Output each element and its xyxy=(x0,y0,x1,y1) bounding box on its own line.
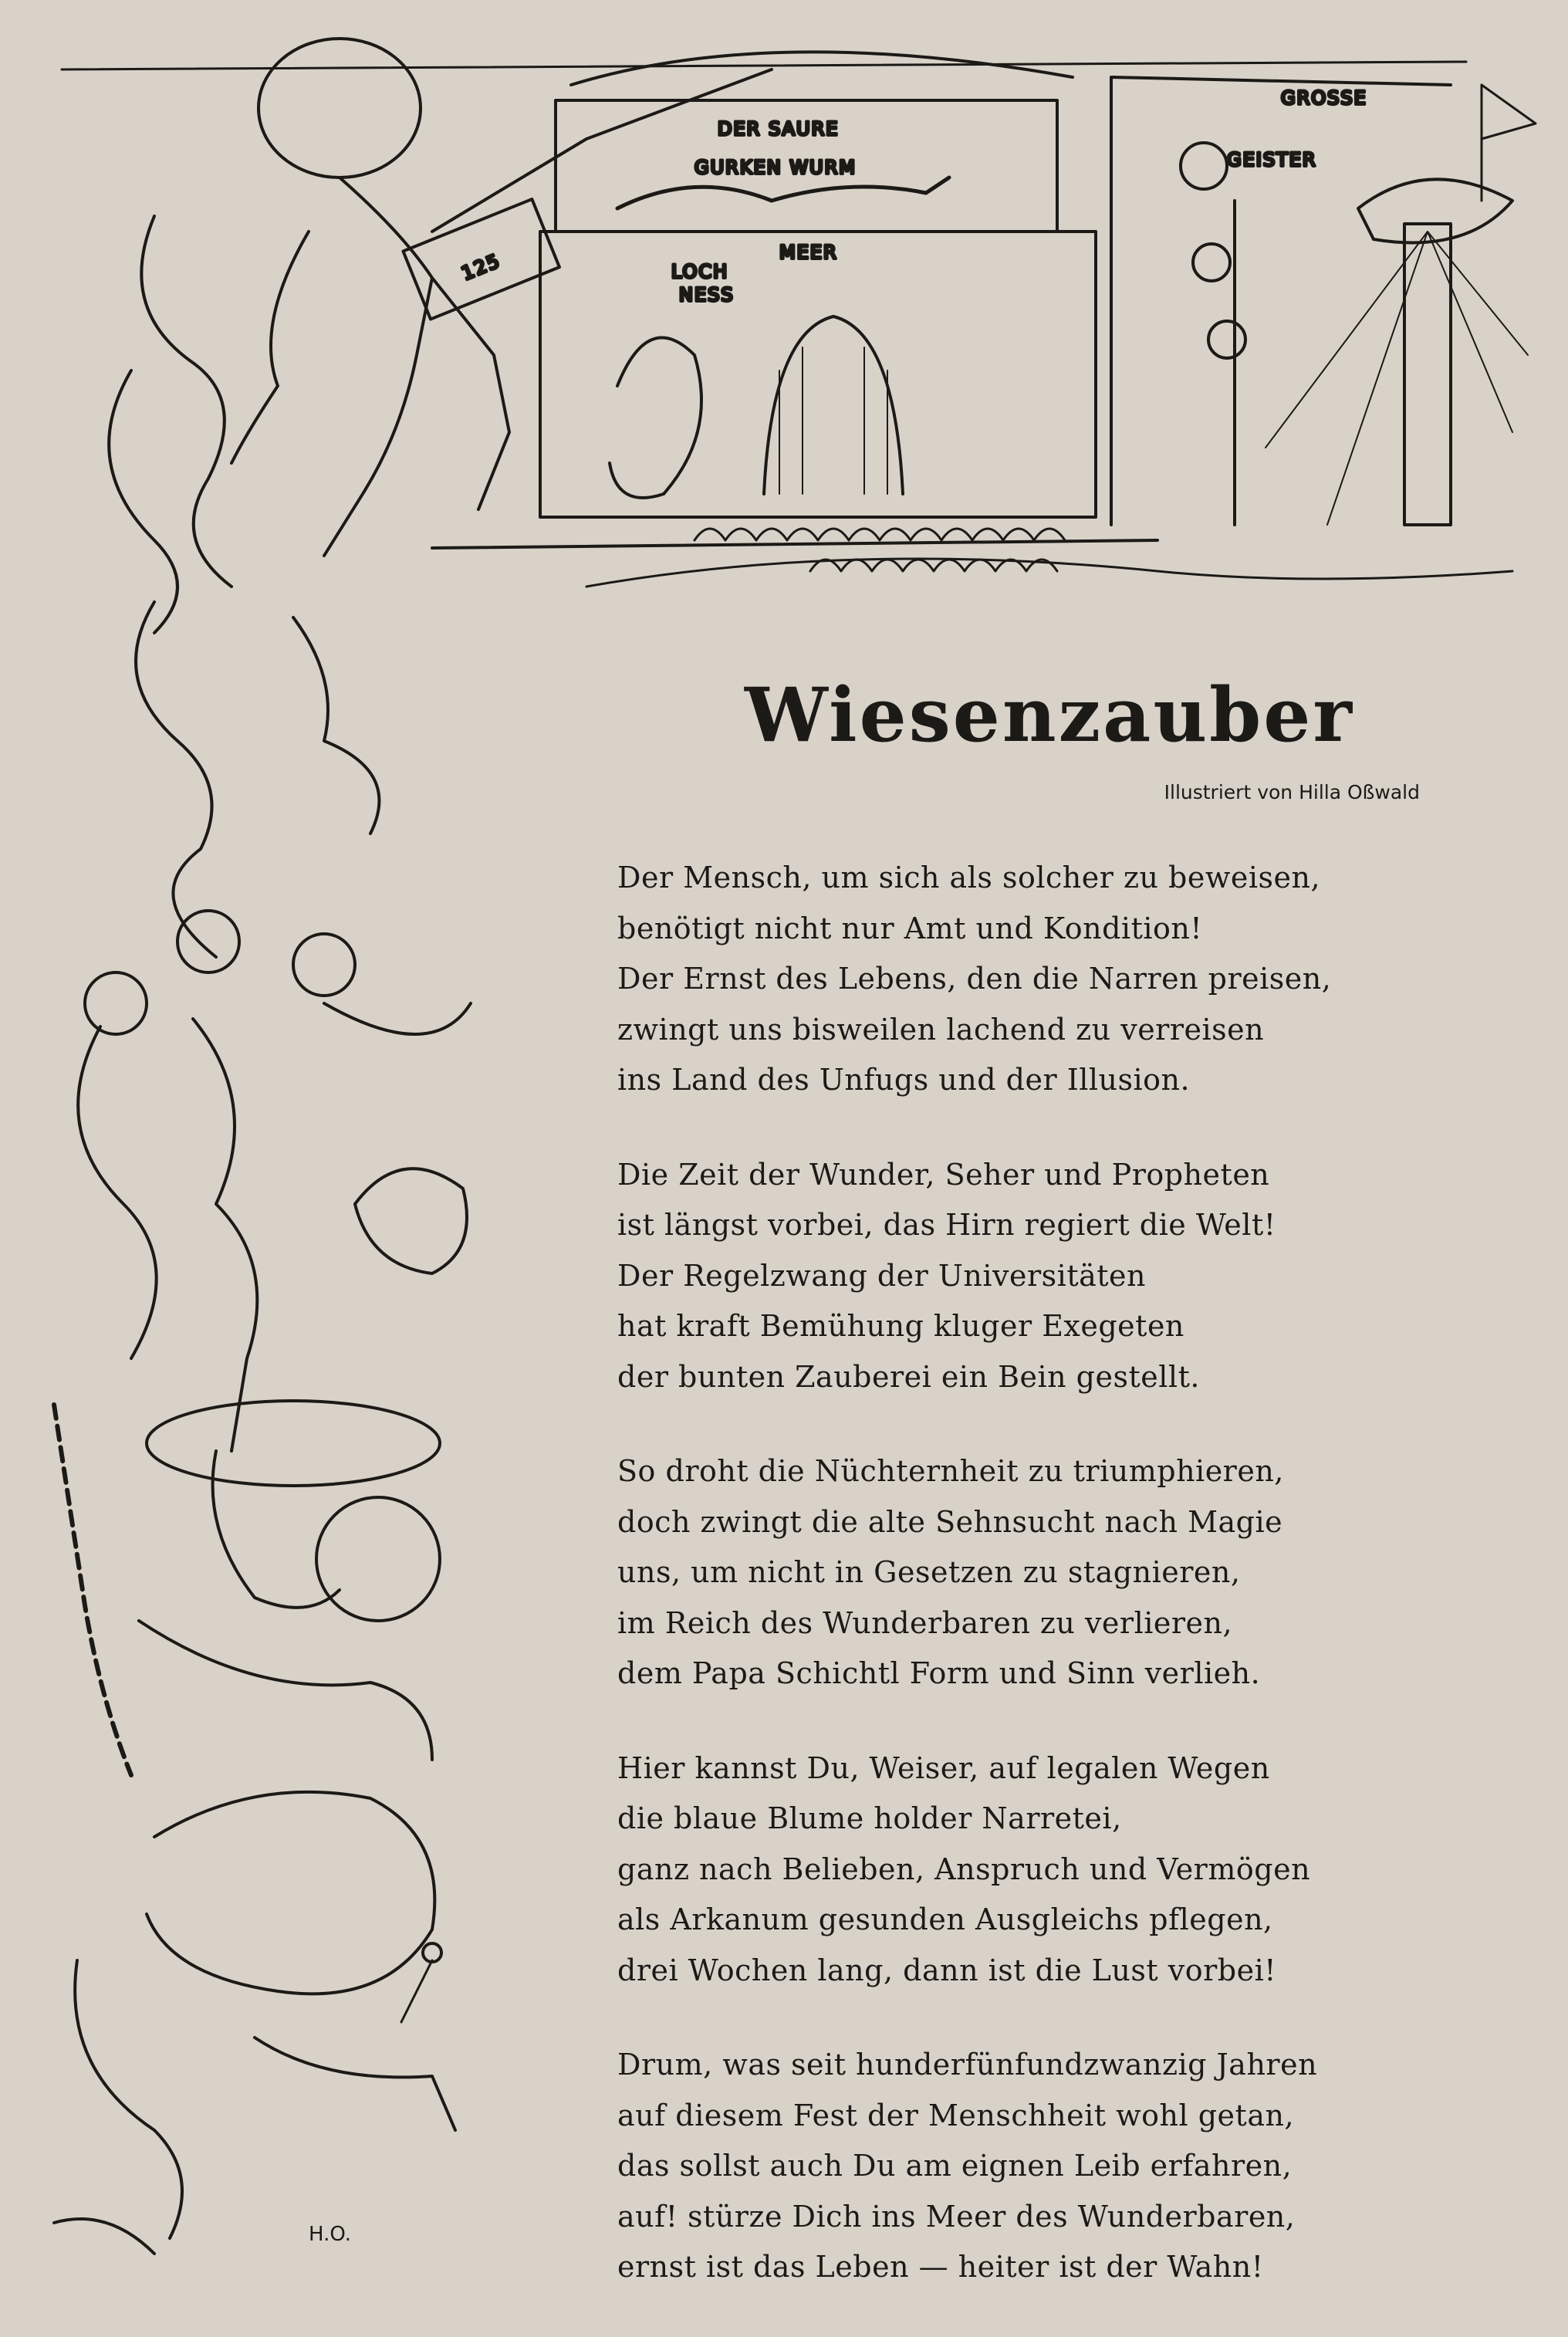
poem-line: dem Papa Schichtl Form und Sinn verlieh. xyxy=(617,1656,1261,1690)
number-plate-125: 125 xyxy=(458,249,504,285)
stanza-2 xyxy=(617,1150,1404,1403)
poem-line: als Arkanum gesunden Ausgleichs pflegen, xyxy=(617,1902,1273,1936)
poem-line: ins Land des Unfugs und der Illusion. xyxy=(617,1063,1191,1097)
sign-ness: NESS xyxy=(679,284,735,306)
poem-line: hat kraft Bemühung kluger Exegeten xyxy=(617,1309,1184,1343)
poem-line: Der Ernst des Lebens, den die Narren preisen, xyxy=(617,962,1332,996)
poem-line: Der Regelzwang der Universitäten xyxy=(617,1258,1146,1293)
poem-line: Der Mensch, um sich als solcher zu beweisen, xyxy=(617,861,1321,895)
sign-meer: MEER xyxy=(779,242,838,263)
sign-der-saure: DER SAURE xyxy=(718,118,840,140)
poem-line: auf diesem Fest der Menschheit wohl getan, xyxy=(617,2098,1295,2132)
sign-loch: LOCH xyxy=(671,261,729,282)
poem-line: die blaue Blume holder Narretei, xyxy=(617,1801,1122,1835)
poem-line: der bunten Zauberei ein Bein gestellt. xyxy=(617,1359,1200,1394)
sign-geister: GEISTER xyxy=(1227,149,1317,171)
poem-line: ernst ist das Leben — heiter ist der Wahn! xyxy=(617,2250,1264,2284)
poem-line: ganz nach Belieben, Anspruch und Vermögen xyxy=(617,1852,1311,1886)
poem-line: auf! stürze Dich ins Meer des Wunderbaren, xyxy=(617,2199,1296,2234)
poem-line: benötigt nicht nur Amt und Kondition! xyxy=(617,911,1203,945)
poem-line: drei Wochen lang, dann ist die Lust vorbei! xyxy=(617,1953,1276,1987)
poem-line: das sollst auch Du am eignen Leib erfahren, xyxy=(617,2149,1293,2183)
poem-line: So droht die Nüchternheit zu triumphieren, xyxy=(617,1454,1284,1488)
stanza-5 xyxy=(617,2040,1404,2293)
poem-title: Wiesenzauber xyxy=(745,671,1354,759)
stanza-1 xyxy=(617,853,1404,1106)
sign-gurken-wurm: GURKEN WURM xyxy=(694,157,857,178)
illustrator-credit: Illustriert von Hilla Oßwald xyxy=(1164,781,1420,803)
sign-grosse: GROSSE xyxy=(1281,87,1367,109)
stanza-4 xyxy=(617,1743,1404,1997)
poem-body xyxy=(617,853,1404,2337)
artist-signature: H.O. xyxy=(309,2223,352,2246)
poem-line: ist längst vorbei, das Hirn regiert die Welt! xyxy=(617,1208,1276,1242)
poem-line: uns, um nicht in Gesetzen zu stagnieren, xyxy=(617,1555,1241,1589)
poem-line: doch zwingt die alte Sehnsucht nach Magie xyxy=(617,1504,1283,1539)
poem-line: zwingt uns bisweilen lachend zu verreisen xyxy=(617,1012,1265,1047)
poem-line: im Reich des Wunderbaren zu verlieren, xyxy=(617,1605,1233,1640)
poem-line: Drum, was seit hunderfünfundzwanzig Jahren xyxy=(617,2048,1318,2082)
left-border-frieze xyxy=(54,602,471,2254)
poem-line: Hier kannst Du, Weiser, auf legalen Wegen xyxy=(617,1750,1270,1785)
stanza-3 xyxy=(617,1446,1404,1699)
poem-line: Die Zeit der Wunder, Seher und Propheten xyxy=(617,1157,1270,1192)
